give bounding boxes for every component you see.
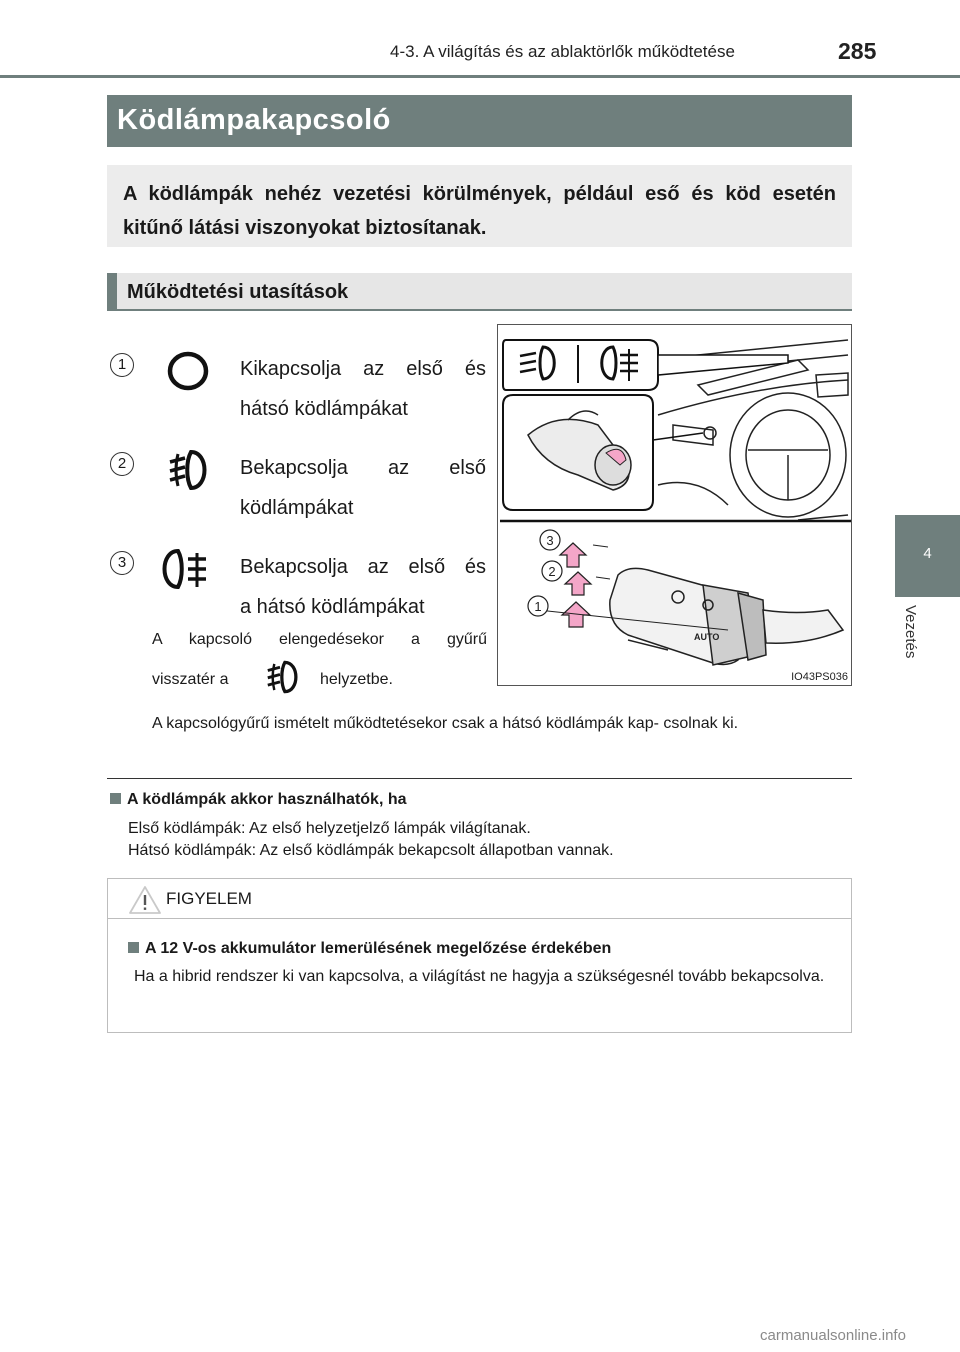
callout-3	[540, 530, 560, 550]
chapter-label	[893, 605, 927, 695]
fog-lamp-off-icon	[158, 349, 212, 393]
step-text-line1: Bekapcsolja az első	[240, 457, 486, 479]
step-text-line2: a hátsó ködlámpákat	[240, 596, 425, 618]
step-1	[110, 349, 490, 433]
icon-inset	[503, 340, 788, 390]
warning-title: FIGYELEM	[166, 889, 252, 908]
front-fog-lamp-icon	[258, 659, 302, 695]
section-title: 4-3. A világítás és az ablaktörlők működtetése	[390, 42, 735, 61]
subheading: Működtetési utasítások	[127, 281, 349, 303]
callout-2-label: 2	[548, 564, 556, 579]
square-bullet-icon	[110, 793, 121, 804]
step-text-line1: Bekapcsolja az első és	[240, 556, 486, 578]
warning-text: Ha a hibrid rendszer ki van kapcsolva, a világítást ne hagyja a szükségesnél tovább bekapcsolva.	[134, 968, 825, 985]
step-text	[240, 448, 486, 528]
step-3	[110, 547, 490, 631]
return-note-before: visszatér a	[152, 671, 229, 688]
condition-text	[128, 818, 614, 862]
condition-line-rear: Hátsó ködlámpák: Az első ködlámpák bekapcsolt állapotban vannak.	[128, 842, 614, 859]
condition-heading	[110, 791, 407, 809]
step-text-line2: hátsó ködlámpákat	[240, 398, 408, 420]
front-fog-lamp-icon	[158, 448, 212, 492]
condition-heading-text: A ködlámpák akkor használhatók, ha	[127, 791, 407, 808]
page-title: Ködlámpakapcsoló	[117, 104, 391, 136]
square-bullet-icon	[128, 942, 139, 953]
step-number: 2	[110, 452, 134, 476]
step-text-line1: Kikapcsolja az első és	[240, 358, 486, 380]
step-number: 1	[110, 353, 134, 377]
callout-1	[528, 596, 548, 616]
warning-box	[107, 878, 852, 1033]
stalk-auto-label: AUTO	[694, 632, 720, 642]
fog-switch-illustration	[497, 324, 852, 686]
warning-header	[108, 879, 851, 919]
watermark: carmanualsonline.info	[760, 1327, 906, 1344]
step-2	[110, 448, 490, 532]
intro-text: A ködlámpák nehéz vezetési körülmények, például eső és köd esetén kitűnő látási viszonyokat biztosítanak.	[107, 165, 852, 247]
page-number: 285	[838, 38, 877, 64]
step-text	[240, 349, 486, 429]
return-note-line1: A kapcsoló elengedésekor a gyűrű	[152, 631, 487, 648]
chapter-number: 4	[923, 545, 932, 562]
header-rule	[0, 75, 960, 78]
subheading-bar	[107, 273, 852, 311]
condition-line-front: Első ködlámpák: Az első helyzetjelző lámpák világítanak.	[128, 820, 531, 837]
title-bar	[107, 95, 852, 147]
repeat-note: A kapcsológyűrű ismételt működtetésekor csak a hátsó ködlámpák kap- csolnak ki.	[152, 715, 739, 732]
warning-subheading	[128, 940, 611, 958]
illustration-svg	[498, 325, 853, 687]
return-note	[152, 625, 487, 695]
warning-subheading-text: A 12 V-os akkumulátor lemerülésének megelőzése érdekében	[145, 940, 612, 957]
rear-fog-lamp-icon	[158, 547, 212, 591]
step-text	[240, 547, 486, 627]
callout-1-label: 1	[534, 599, 542, 614]
chapter-label-text: Vezetés	[902, 605, 919, 659]
stalk-drawing	[610, 568, 843, 665]
callout-2	[542, 561, 562, 581]
step-text-line2: ködlámpákat	[240, 497, 354, 519]
warning-triangle-icon	[128, 885, 162, 915]
return-note-after: helyzetbe.	[320, 671, 393, 688]
callout-3-label: 3	[546, 533, 554, 548]
step-number: 3	[110, 551, 134, 575]
section-separator	[107, 778, 852, 779]
hand-inset	[503, 395, 703, 510]
chapter-tab[interactable]	[895, 515, 960, 597]
figure-code: IO43PS036	[791, 671, 848, 683]
